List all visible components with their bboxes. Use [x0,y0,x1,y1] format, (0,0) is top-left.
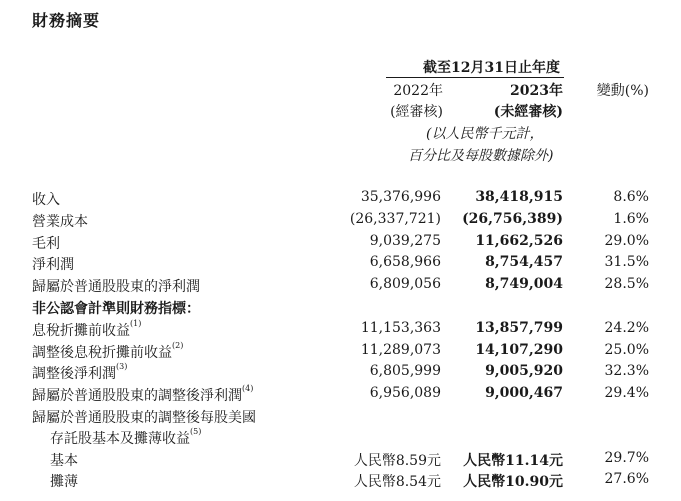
value-2023: 9,005,920 [485,363,563,379]
value-change: 24.2% [604,320,649,336]
row-label: 歸屬於普通股股東的淨利潤 [32,279,200,295]
value-2023: 11,662,526 [475,233,563,249]
page-title: 財務摘要 [32,11,101,30]
table-row [0,471,681,493]
value-2022: 人民幣8.54元 [353,474,441,490]
value-2022: 11,153,363 [360,320,441,336]
period-underline [386,77,564,78]
table-row [0,342,681,364]
value-change: 25.0% [604,342,649,358]
audit-2023-label: (未經審核) [493,104,563,120]
table-row [0,233,681,255]
value-2023: 8,754,457 [485,254,563,270]
table-row [0,254,681,276]
value-change: 29.0% [604,233,649,249]
row-label: 攤薄 [50,474,78,490]
value-2022: 11,289,073 [360,342,441,358]
row-label: 非公認會計準則財務指標： [32,301,200,317]
row-label: 歸屬於普通股股東的調整後淨利潤$^{(4)}$ [32,384,254,404]
value-change: 8.6% [613,189,649,205]
table-row [0,211,681,233]
value-2022: 6,805,999 [369,363,441,379]
value-2022: (26,337,721) [349,211,441,227]
table-row [0,276,681,298]
table-row [0,450,681,472]
value-2022: 6,956,089 [369,385,441,401]
value-2022: 人民幣8.59元 [353,453,441,469]
row-label: 息稅折攤前收益$^{(1)}$ [32,319,142,339]
value-change: 31.5% [604,254,649,270]
value-change: 28.5% [604,276,649,292]
row-label: 收入 [32,192,60,208]
table-row [0,189,681,211]
value-2023: 人民幣10.90元 [463,474,563,490]
table-row [0,298,681,320]
table-row [0,363,681,385]
value-change: 29.4% [604,385,649,401]
value-2022: 35,376,996 [360,189,441,205]
value-2023: (26,756,389) [462,211,563,227]
footnote-marker: (4) [242,384,254,393]
value-2022: 6,658,966 [369,254,441,270]
value-2022: 6,809,056 [369,276,441,292]
row-label: 歸屬於普通股股東的調整後每股美國 [32,410,256,426]
unit-note-line1: (以人民幣千元計， [426,126,544,142]
year-2022-header: 2022年 [393,83,443,99]
value-2023: 9,000,467 [485,385,563,401]
row-label: 基本 [50,453,78,469]
value-change: 32.3% [604,363,649,379]
value-2023: 38,418,915 [475,189,563,205]
table-row [0,385,681,407]
value-2023: 人民幣11.14元 [463,453,563,469]
row-label: 淨利潤 [32,257,74,273]
value-change: 1.6% [613,211,649,227]
change-header: 變動(%) [596,83,649,99]
table-row [0,320,681,342]
audit-2022-label: (經審核) [390,104,443,120]
value-2022: 9,039,275 [369,233,441,249]
value-2023: 13,857,799 [475,320,563,336]
footnote-marker: (1) [130,319,142,328]
unit-note-line2: 百分比及每股數據除外) [408,148,554,164]
value-change: 27.6% [604,471,649,487]
row-label: 調整後息稅折攤前收益$^{(2)}$ [32,341,184,361]
row-label: 存託股基本及攤薄收益$^{(5)}$ [50,427,202,447]
row-label: 營業成本 [32,214,88,230]
footnote-marker: (5) [190,427,202,436]
year-2023-header: 2023年 [510,83,563,99]
footnote-marker: (2) [172,341,184,350]
table-row [0,407,681,429]
row-label: 調整後淨利潤$^{(3)}$ [32,362,128,382]
table-row [0,428,681,450]
value-change: 29.7% [604,450,649,466]
footnote-marker: (3) [116,362,128,371]
value-2023: 14,107,290 [475,342,563,358]
value-2023: 8,749,004 [485,276,563,292]
row-label: 毛利 [32,236,60,252]
period-header: 截至12月31日止年度 [423,60,560,76]
